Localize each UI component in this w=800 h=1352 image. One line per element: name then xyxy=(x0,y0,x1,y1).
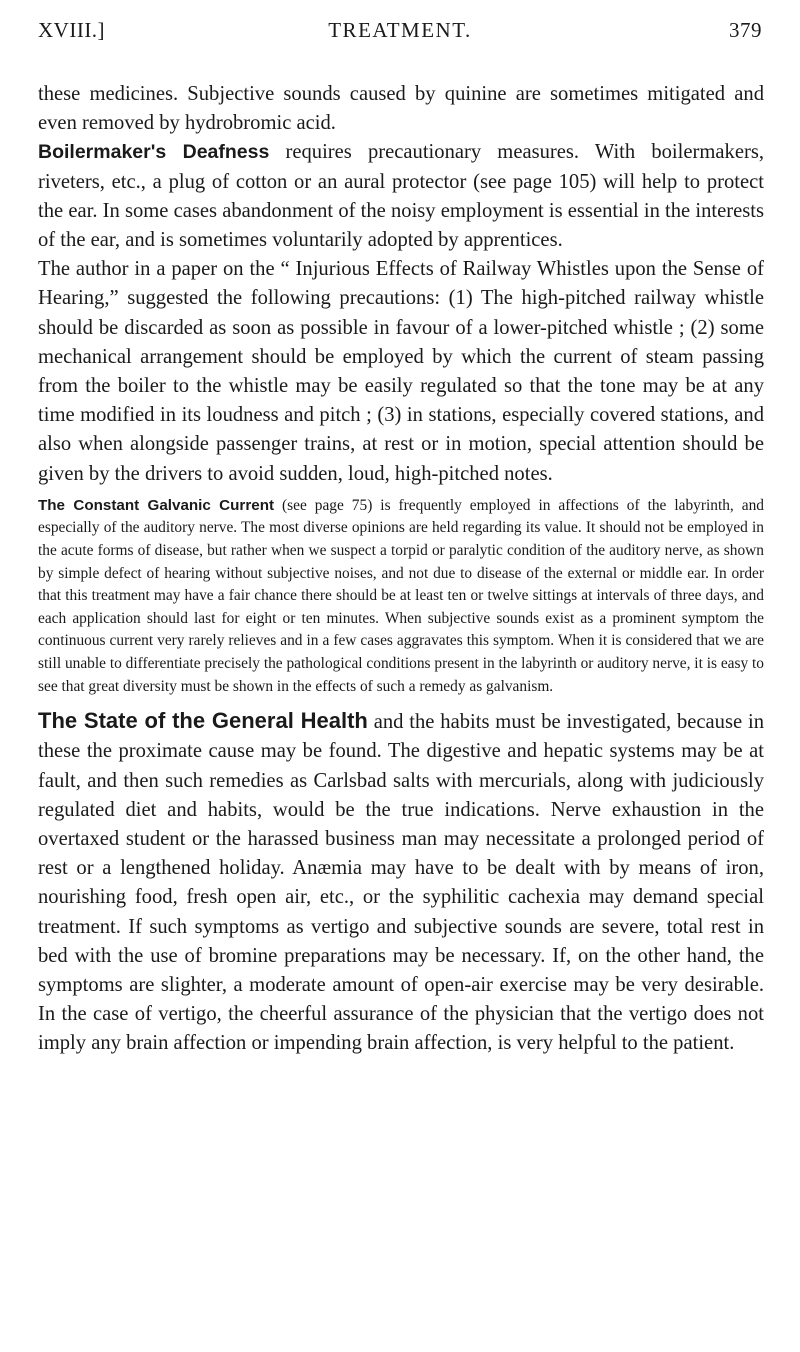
chapter-number: XVIII.] xyxy=(38,18,106,42)
page-header xyxy=(38,18,762,52)
section-heading: The State of the General Health xyxy=(38,708,368,734)
paragraph-general-health xyxy=(38,706,764,1058)
paragraph-text: these medicines. Subjective sounds caused by quinine are sometimes mitigated and even removed by hydrobromic acid. xyxy=(38,83,764,135)
paragraph-railway-whistles xyxy=(38,255,764,489)
paragraph-boilermakers-deafness xyxy=(38,138,764,255)
section-heading: Boilermaker's Deafness xyxy=(38,141,270,164)
page-body xyxy=(38,80,764,1059)
paragraph-text: (see page 75) is frequently employed in affections of the labyrinth, and especially of the auditory nerve. The most diverse opinions are held regarding its value. It should not be employed in the acute forms of disease, but rather when we suspect a torpid or paralytic condition of the auditory nerve, as shown by simple defect of hearing without subjective noises, and not due to disease of the external or middle ear. In order that this treatment may have a fair chance there should be at least ten or twelve sittings at intervals of three days, and each application should last for eight or ten minutes. When subjective sounds exist as a prominent symptom the continuous current very rarely relieves and in a few cases aggravates this symptom. When it is considered that we are still unable to differentiate precisely the pathological conditions present in the labyrinth or auditory nerve, it is easy to see that great diversity must be shown in the effects of such a remedy as galvanism. xyxy=(38,496,764,695)
paragraph-text: and the habits must be investigated, because in these the proximate cause may be found. The digestive and hepatic systems may be at fault, and then such remedies as Carlsbad salts with mercurials, along with judiciously regulated diet and habits, would be the true indications. Nerve exhaustion in the overtaxed student or the harassed business man may necessitate a prolonged period of rest or a lengthened holiday. Anæmia may have to be dealt with by means of iron, nourishing food, fresh open air, etc., or the syphilitic cachexia may demand special treatment. If such symptoms as vertigo and subjective sounds are severe, total rest in bed with the use of bromine preparations may be necessary. If, on the other hand, the symptoms are slighter, a moderate amount of open-air exercise may be very desirable. In the case of vertigo, the cheerful assurance of the physician that the vertigo does not imply any brain affection or impending brain affection, is very helpful to the patient. xyxy=(38,711,764,1055)
paragraph-text: The author in a paper on the “ Injurious Effects of Railway Whistles upon the Sense of Hearing,” suggested the following precautions: (1) The high-pitched railway whistle should be discarded as soon as possible in favour of a lower-pitched whistle ; (2) some mechanical arrangement should be employed by which the current of steam passing from the boiler to the whistle may be easily regulated so that the tone may be at any time modified in its loudness and pitch ; (3) in stations, especially covered stations, and also when alongside passenger trains, at rest or in motion, special attention should be given by the drivers to avoid sudden, loud, high-pitched notes. xyxy=(38,258,764,485)
page-number: 379 xyxy=(729,18,762,42)
paragraph-quinine xyxy=(38,80,764,138)
section-heading: The Constant Galvanic Current xyxy=(38,496,275,514)
paragraph-galvanic-current xyxy=(38,495,764,698)
running-title: TREATMENT. xyxy=(328,18,472,42)
paragraph-text: requires precautionary measures. With boilermakers, riveters, etc., a plug of cotton or an aural protector (see page 105) will help to protect the ear. In some cases abandonment of the noisy employment is essential in the interests of the ear, and is sometimes voluntarily adopted by apprentices. xyxy=(38,141,764,252)
